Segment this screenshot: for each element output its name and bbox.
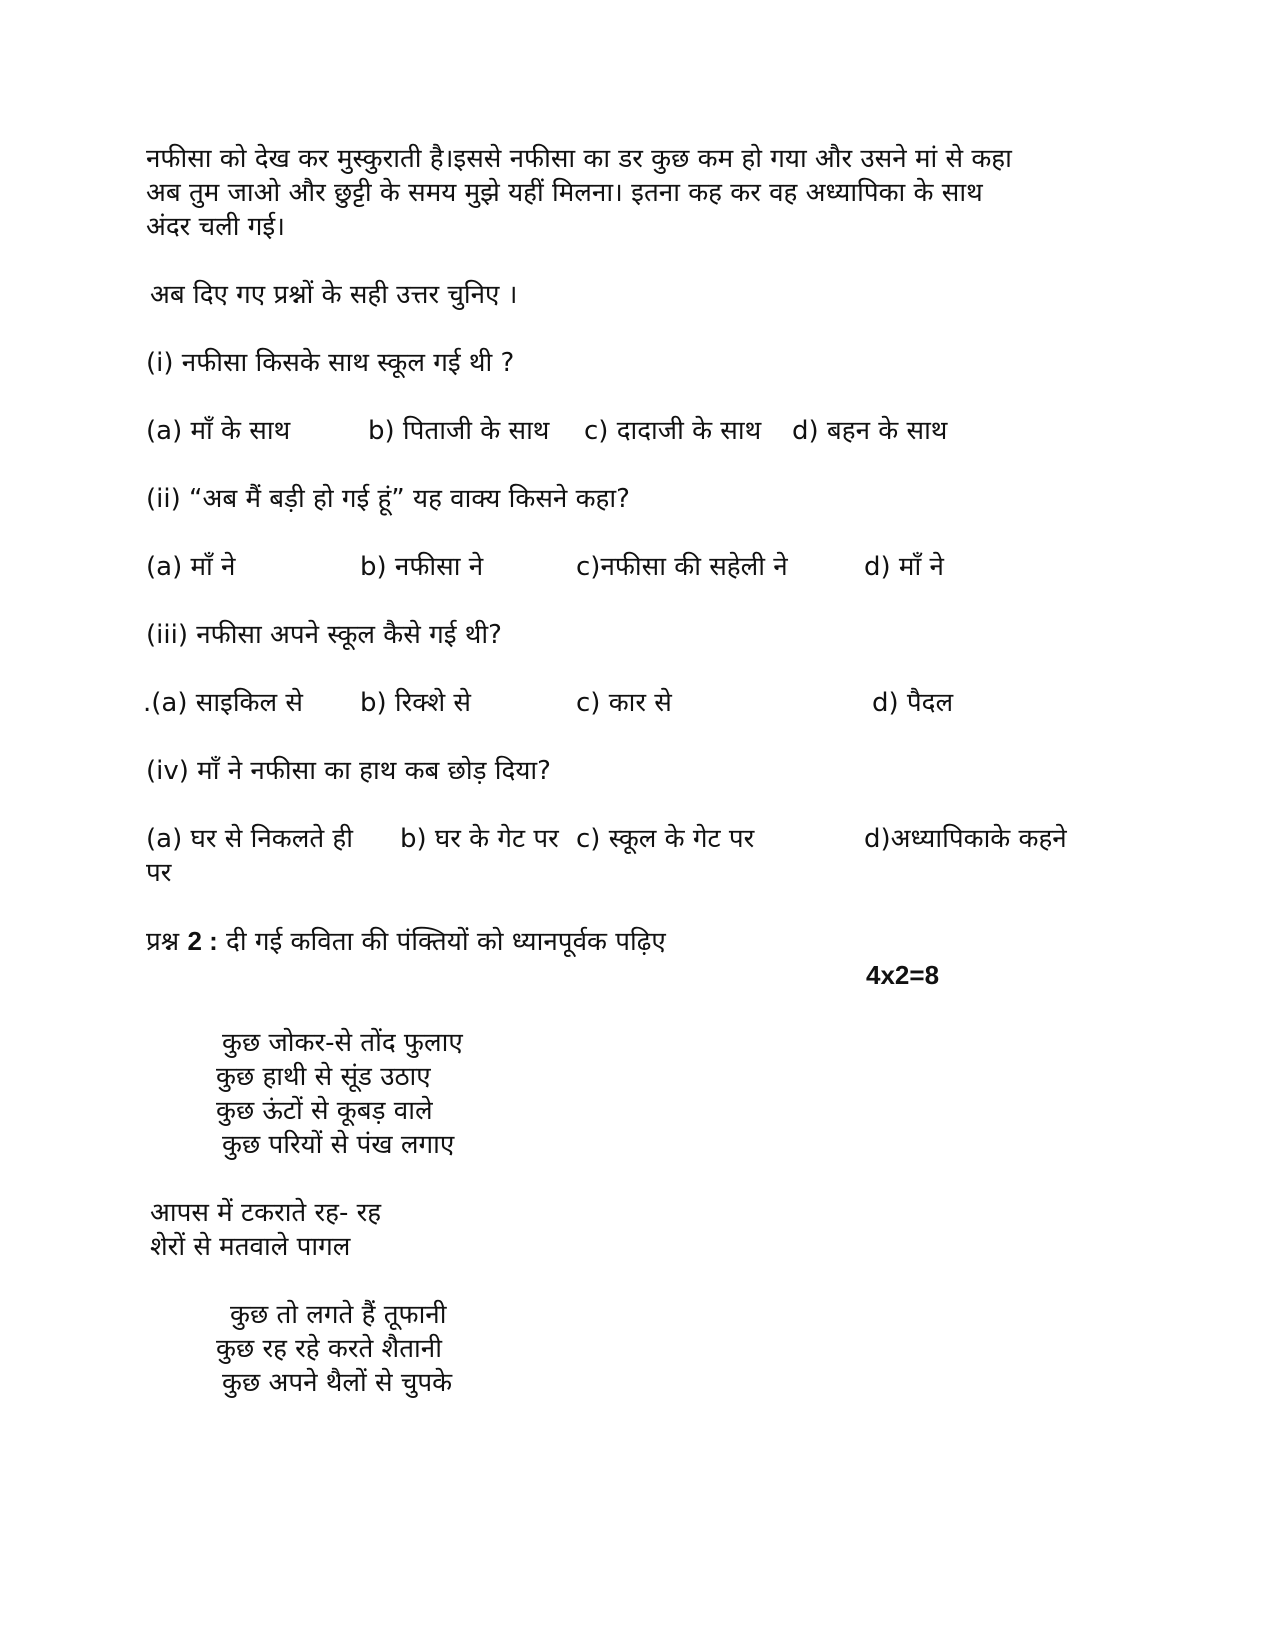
q3-option-d: d) पैदल [872,688,954,718]
q4-option-d-wrap: पर [146,858,172,888]
passage-line-1: नफीसा को देख कर मुस्कुराती है।इससे नफीसा का डर कुछ कम हो गया और उसने मां से कहा [146,144,1012,174]
q2-option-a: (a) माँ ने [146,552,236,582]
q2-option-b: b) नफीसा ने [360,552,484,582]
poem-s1-line-3: कुछ ऊंटों से कूबड़ वाले [216,1096,433,1126]
instruction: अब दिए गए प्रश्नों के सही उत्तर चुनिए । [150,280,518,310]
poem-s3-line-3: कुछ अपने थैलों से चुपके [222,1368,453,1398]
poem-s2-line-2: शेरों से मतवाले पागल [150,1232,351,1262]
question-2: (ii) “अब मैं बड़ी हो गई हूं” यह वाक्य किसने कहा? [146,484,630,514]
q4-option-a: (a) घर से निकलते ही [146,824,353,854]
question2-marks: 4x2=8 [866,960,940,990]
passage-line-3: अंदर चली गई। [146,212,285,242]
q3-option-c: c) कार से [576,688,672,718]
poem-s1-line-2: कुछ हाथी से सूंड उठाए [216,1062,431,1092]
passage-line-2: अब तुम जाओ और छुट्टी के समय मुझे यहीं मिलना। इतना कह कर वह अध्यापिका के साथ [146,178,983,208]
q1-option-d: d) बहन के साथ [792,416,948,446]
q1-option-b: b) पिताजी के साथ [368,416,550,446]
q2-option-d: d) माँ ने [864,552,944,582]
question-1: (i) नफीसा किसके साथ स्कूल गई थी ? [146,348,515,378]
poem-s2-line-1: आपस में टकराते रह- रह [150,1198,382,1228]
q2-option-c: c)नफीसा की सहेली ने [576,552,788,582]
poem-s1-line-4: कुछ परियों से पंख लगाए [222,1130,455,1160]
question2-number: 2 : [187,926,218,956]
question2-prefix: प्रश्न [146,927,188,957]
question-4: (iv) माँ ने नफीसा का हाथ कब छोड़ दिया? [146,756,551,786]
q3-option-a: .(a) साइकिल से [143,688,303,718]
q4-option-c: c) स्कूल के गेट पर [576,824,755,854]
question2-text: दी गई कविता की पंक्तियों को ध्यानपूर्वक पढ़िए [217,927,666,957]
q4-option-b: b) घर के गेट पर [400,824,559,854]
poem-s3-line-2: कुछ रह रहे करते शैतानी [216,1334,442,1364]
poem-s3-line-1: कुछ तो लगते हैं तूफानी [230,1300,447,1330]
question2-heading [146,924,666,959]
q1-option-a: (a) माँ के साथ [146,416,291,446]
q1-option-c: c) दादाजी के साथ [584,416,762,446]
q3-option-b: b) रिक्शे से [360,688,471,718]
question-3: (iii) नफीसा अपने स्कूल कैसे गई थी? [146,620,502,650]
q4-option-d: d)अध्यापिकाके कहने [864,824,1067,854]
poem-s1-line-1: कुछ जोकर-से तोंद फुलाए [222,1028,463,1058]
